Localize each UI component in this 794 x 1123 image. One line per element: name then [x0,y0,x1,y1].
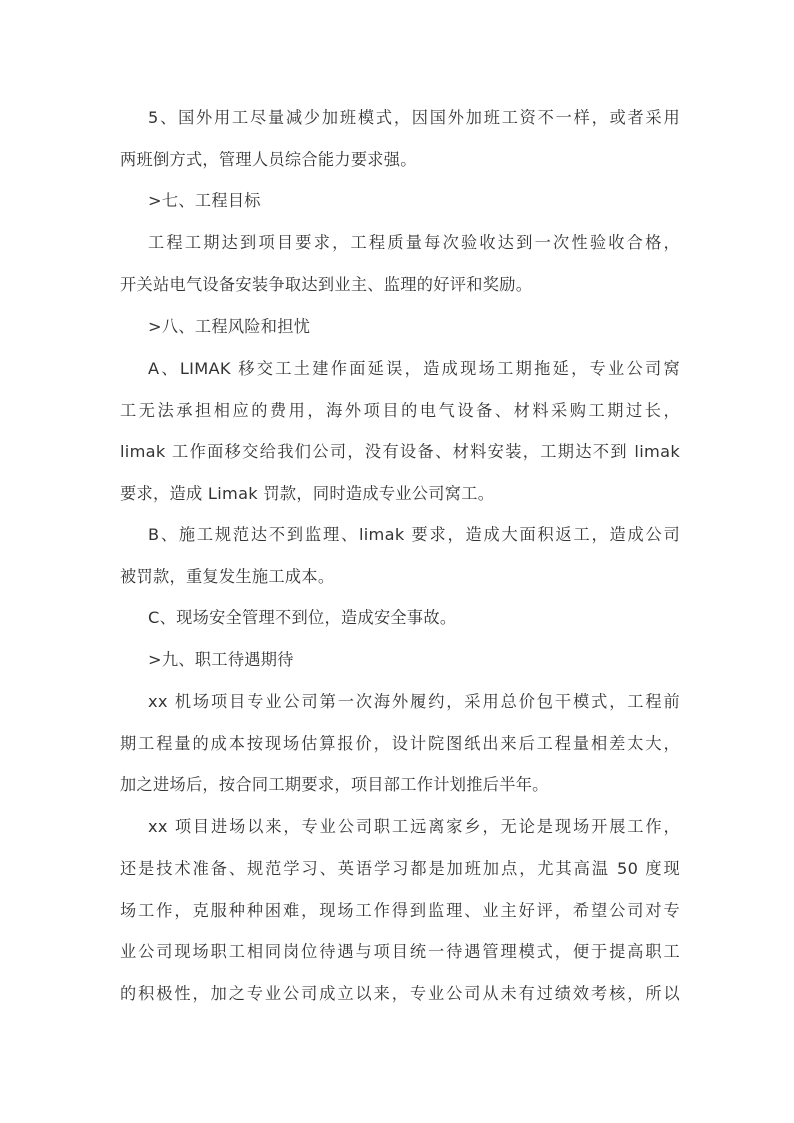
text-line: 要求，造成 Limak 罚款，同时造成专业公司窝工。 [120,484,495,503]
text-line: 还是技术准备、规范学习、英语学习都是加班加点，尤其高温 50 度现 [120,859,680,878]
text-line: C、现场安全管理不到位，造成安全事故。 [148,608,457,627]
text-line: 期工程量的成本按现场估算报价，设计院图纸出来后工程量相差太大， [120,734,680,753]
text-line: 开关站电气设备安装争取达到业主、监理的好评和奖励。 [120,275,533,294]
text-line: 业公司现场职工相同岗位待遇与项目统一待遇管理模式，便于提高职工 [120,942,680,961]
text-line: B、施工规范达不到监理、limak 要求，造成大面积返工，造成公司 [148,525,680,544]
text-line: 的积极性，加之专业公司成立以来，专业公司从未有过绩效考核，所以 [120,984,680,1003]
text-line: 加之进场后，按合同工期要求，项目部工作计划推后半年。 [120,775,549,794]
text-line: 场工作，克服种种困难，现场工作得到监理、业主好评，希望公司对专 [120,901,680,920]
text-line: xx 项目进场以来，专业公司职工远离家乡，无论是现场开展工作， [148,817,680,836]
text-line: 被罚款，重复发生施工成本。 [120,567,335,586]
text-line: 5、国外用工尽量减少加班模式，因国外加班工资不一样，或者采用 [148,108,680,127]
text-line: 工程工期达到项目要求，工程质量每次验收达到一次性验收合格， [148,233,680,252]
section-heading: >九、职工待遇期待 [148,650,294,669]
text-line: A、LIMAK 移交工土建作面延误，造成现场工期拖延，专业公司窝 [148,359,680,378]
section-heading: >七、工程目标 [148,191,261,210]
text-line: limak 工作面移交给我们公司，没有设备、材料安装，工期达不到 limak [120,442,680,461]
text-line: 两班倒方式，管理人员综合能力要求强。 [120,150,417,169]
text-line: xx 机场项目专业公司第一次海外履约，采用总价包干模式，工程前 [148,692,680,711]
text-line: 工无法承担相应的费用，海外项目的电气设备、材料采购工期过长， [120,401,680,420]
section-heading: >八、工程风险和担忧 [148,317,311,336]
